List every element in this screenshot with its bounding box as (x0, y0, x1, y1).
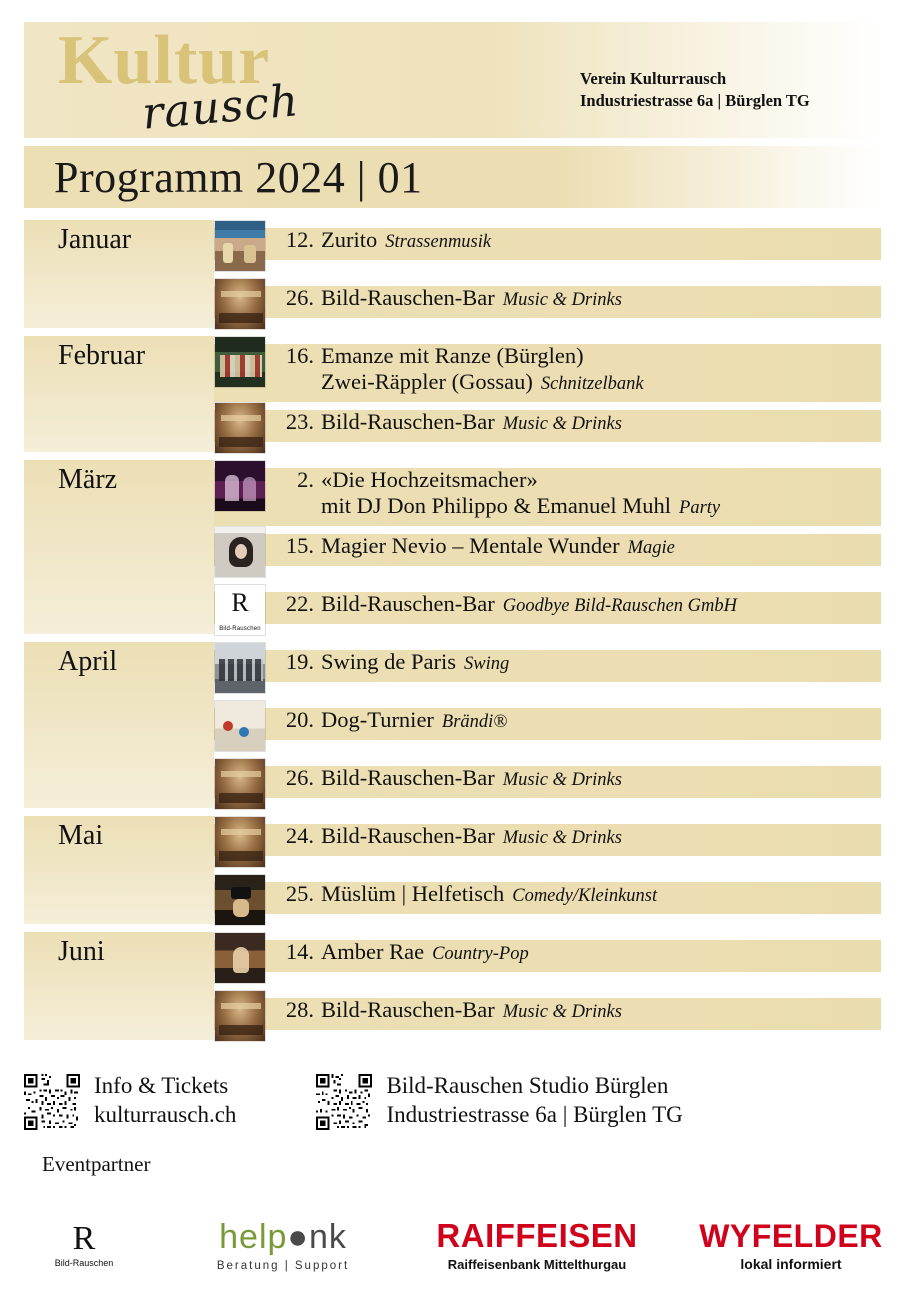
event-genre: Magie (627, 537, 675, 558)
event-row[interactable] (214, 758, 881, 810)
event-row[interactable] (214, 278, 881, 330)
event-thumbnail-art (215, 875, 265, 925)
event-row[interactable] (214, 932, 881, 984)
event-genre: Party (679, 498, 721, 519)
event-text (276, 460, 720, 520)
event-row[interactable] (214, 220, 881, 272)
event-genre: Country-Pop (432, 943, 529, 964)
event-day: 26. (285, 764, 314, 790)
poster-header (24, 22, 881, 138)
event-thumbnail-art (215, 701, 265, 751)
event-row[interactable] (214, 700, 881, 752)
event-genre: Comedy/Kleinkunst (512, 885, 658, 906)
event-text (276, 642, 509, 676)
event-text (276, 526, 675, 560)
organizer-name: Verein Kulturrausch (580, 69, 727, 88)
event-title: Bild-Rauschen-Bar (321, 996, 495, 1022)
event-title: Bild-Rauschen-Bar (321, 285, 495, 310)
month-name: Januar (58, 224, 132, 255)
event-thumbnail-art (215, 991, 265, 1041)
partner-logo-help-ink[interactable] (178, 1218, 388, 1272)
event-row[interactable] (214, 990, 881, 1042)
raiffeisen-wordmark: RAIFFEISEN (436, 1217, 638, 1254)
thumb-mueslum (214, 874, 266, 926)
month-name: April (58, 645, 118, 677)
event-thumbnail-art (215, 933, 265, 983)
event-genre: Music & Drinks (502, 1001, 622, 1022)
brand-logo-main: Kultur (58, 22, 271, 99)
event-genre: Music & Drinks (502, 769, 622, 790)
event-row[interactable] (214, 402, 881, 454)
info-row (24, 1072, 881, 1130)
program-title-bar (24, 146, 881, 208)
studio-text (386, 1072, 682, 1130)
eventpartner-label: Eventpartner (42, 1152, 151, 1176)
organizer-street: Industriestrasse 6a | Bürglen TG (580, 91, 810, 111)
event-genre: Schnitzelbank (540, 374, 644, 395)
month-block (24, 336, 881, 454)
help-ink-wordmark (178, 1218, 388, 1257)
event-text (276, 336, 644, 396)
thumb-bild-rauschen-bar (214, 758, 266, 810)
month-bar (24, 932, 214, 1040)
event-text (276, 816, 622, 850)
wyfelder-wordmark: WYFELDER (699, 1217, 883, 1254)
partner-logo-raiffeisen[interactable] (422, 1217, 652, 1272)
event-day: 15. (285, 532, 314, 558)
event-title: Bild-Rauschen-Bar (321, 822, 495, 848)
event-title: Amber Rae (321, 938, 425, 964)
event-subtitle-text: mit DJ Don Philippo & Emanuel Muhl (321, 493, 672, 519)
program-list (0, 220, 905, 1042)
studio-address: Industriestrasse 6a | Bürglen TG (386, 1101, 683, 1127)
help-ink-part-a: help (219, 1217, 288, 1256)
partner-logos (0, 1217, 905, 1272)
thumb-bild-rauschen-bar (214, 402, 266, 454)
month-block (24, 460, 881, 636)
pin-icon: ● (287, 1217, 309, 1256)
event-title: Bild-Rauschen-Bar (321, 408, 495, 434)
month-events (214, 220, 881, 330)
thumb-amber-rae (214, 932, 266, 984)
event-day: 28. (285, 996, 314, 1022)
event-subtitle (276, 493, 720, 520)
month-bar (24, 816, 214, 924)
event-title: Bild-Rauschen-Bar (321, 590, 495, 616)
event-thumbnail-art (215, 759, 265, 809)
page-title: Programm 2024 | 01 (54, 152, 423, 202)
event-thumbnail-art (215, 279, 265, 329)
event-text (276, 220, 491, 254)
thumb-bild-rauschen-logo (214, 584, 266, 636)
thumb-magier-nevio (214, 526, 266, 578)
help-ink-tagline: Beratung | Support (216, 1259, 350, 1272)
event-genre: Music & Drinks (502, 290, 622, 310)
event-text (276, 278, 622, 312)
event-day: 26. (285, 285, 314, 310)
event-genre: Music & Drinks (502, 413, 622, 434)
partner-logo-wyfelder[interactable] (686, 1218, 896, 1272)
event-day: 12. (285, 227, 314, 252)
thumb-bild-rauschen-bar (214, 816, 266, 868)
info-tickets-label: Info & Tickets (94, 1073, 229, 1098)
raiffeisen-tagline: Raiffeisenbank Mittelthurgau (447, 1257, 627, 1272)
event-title: Emanze mit Ranze (Bürglen) (321, 343, 584, 368)
thumb-bild-rauschen-bar (214, 278, 266, 330)
event-text (276, 990, 622, 1024)
month-bar (24, 642, 214, 808)
event-day: 25. (285, 880, 314, 906)
month-events (214, 932, 881, 1042)
bild-rauschen-mark-icon: R (72, 1219, 96, 1257)
event-title: «Die Hochzeitsmacher» (321, 466, 538, 492)
event-text (276, 700, 507, 734)
event-thumbnail-art (215, 643, 265, 693)
event-text (276, 874, 657, 908)
event-text (276, 402, 622, 436)
event-thumbnail-art (215, 817, 265, 867)
qr-code-icon[interactable] (316, 1074, 372, 1130)
event-genre: Goodbye Bild-Rauschen GmbH (502, 595, 737, 616)
event-thumbnail-art (215, 403, 265, 453)
event-title: Müslüm | Helfetisch (321, 880, 505, 906)
info-tickets-url[interactable]: kulturrausch.ch (94, 1101, 237, 1127)
event-genre: Strassenmusik (385, 232, 492, 252)
partner-logo-bild-rauschen[interactable] (24, 1219, 144, 1268)
event-row[interactable] (214, 460, 881, 520)
month-block (24, 816, 881, 926)
event-thumbnail-art (215, 221, 265, 271)
month-events (214, 642, 881, 810)
thumb-bild-rauschen-bar (214, 990, 266, 1042)
event-thumbnail-art (215, 461, 265, 511)
event-text (276, 584, 737, 618)
event-thumbnail-art (215, 585, 265, 635)
thumb-dog-turnier (214, 700, 266, 752)
event-thumbnail-art (215, 527, 265, 577)
event-title: Magier Nevio – Mentale Wunder (321, 532, 620, 558)
month-block (24, 932, 881, 1042)
event-day: 14. (285, 938, 314, 964)
event-genre: Music & Drinks (502, 827, 622, 848)
event-row[interactable] (214, 584, 881, 636)
event-title: Zurito (321, 227, 378, 252)
brand-logo-script: rausch (140, 75, 302, 140)
event-day: 16. (285, 343, 314, 368)
month-block (24, 220, 881, 330)
thumb-swing-de-paris (214, 642, 266, 694)
month-events (214, 816, 881, 926)
month-name: März (58, 463, 118, 495)
event-row[interactable] (214, 336, 881, 396)
event-title: Swing de Paris (321, 648, 456, 674)
help-ink-part-b: nk (308, 1217, 347, 1256)
event-row[interactable] (214, 526, 881, 578)
month-name: Februar (58, 340, 146, 371)
event-day: 24. (285, 822, 314, 848)
wyfelder-tagline: lokal informiert (740, 1255, 842, 1272)
month-events (214, 460, 881, 636)
event-day: 22. (285, 590, 314, 616)
event-row[interactable] (214, 874, 881, 926)
month-name: Juni (58, 935, 105, 967)
qr-code-icon[interactable] (24, 1074, 80, 1130)
thumb-emanze-mit-ranze (214, 336, 266, 388)
event-text (276, 932, 529, 966)
event-day: 19. (285, 648, 314, 674)
month-events (214, 336, 881, 454)
event-text (276, 758, 622, 792)
event-day: 2. (297, 466, 314, 492)
bild-rauschen-caption: Bild-Rauschen (54, 1257, 114, 1268)
event-subtitle (276, 369, 644, 396)
event-row[interactable] (214, 642, 881, 694)
event-day: 20. (285, 706, 314, 732)
poster-footer (0, 1072, 905, 1177)
event-row[interactable] (214, 816, 881, 868)
month-bar (24, 460, 214, 634)
organizer-address (580, 68, 810, 113)
event-thumbnail-art (215, 337, 265, 387)
month-name: Mai (58, 819, 104, 851)
event-genre: Swing (464, 653, 510, 674)
event-title: Dog-Turnier (321, 706, 434, 732)
event-subtitle-text: Zwei-Räppler (Gossau) (321, 369, 533, 395)
event-title: Bild-Rauschen-Bar (321, 764, 495, 790)
studio-name: Bild-Rauschen Studio Bürglen (386, 1073, 669, 1098)
studio-block (316, 1072, 682, 1130)
event-day: 23. (285, 408, 314, 434)
thumb-zurito (214, 220, 266, 272)
event-genre: Brändi® (441, 711, 508, 732)
thumb-die-hochzeitsmacher (214, 460, 266, 512)
info-tickets-block (94, 1072, 236, 1130)
month-block (24, 642, 881, 810)
